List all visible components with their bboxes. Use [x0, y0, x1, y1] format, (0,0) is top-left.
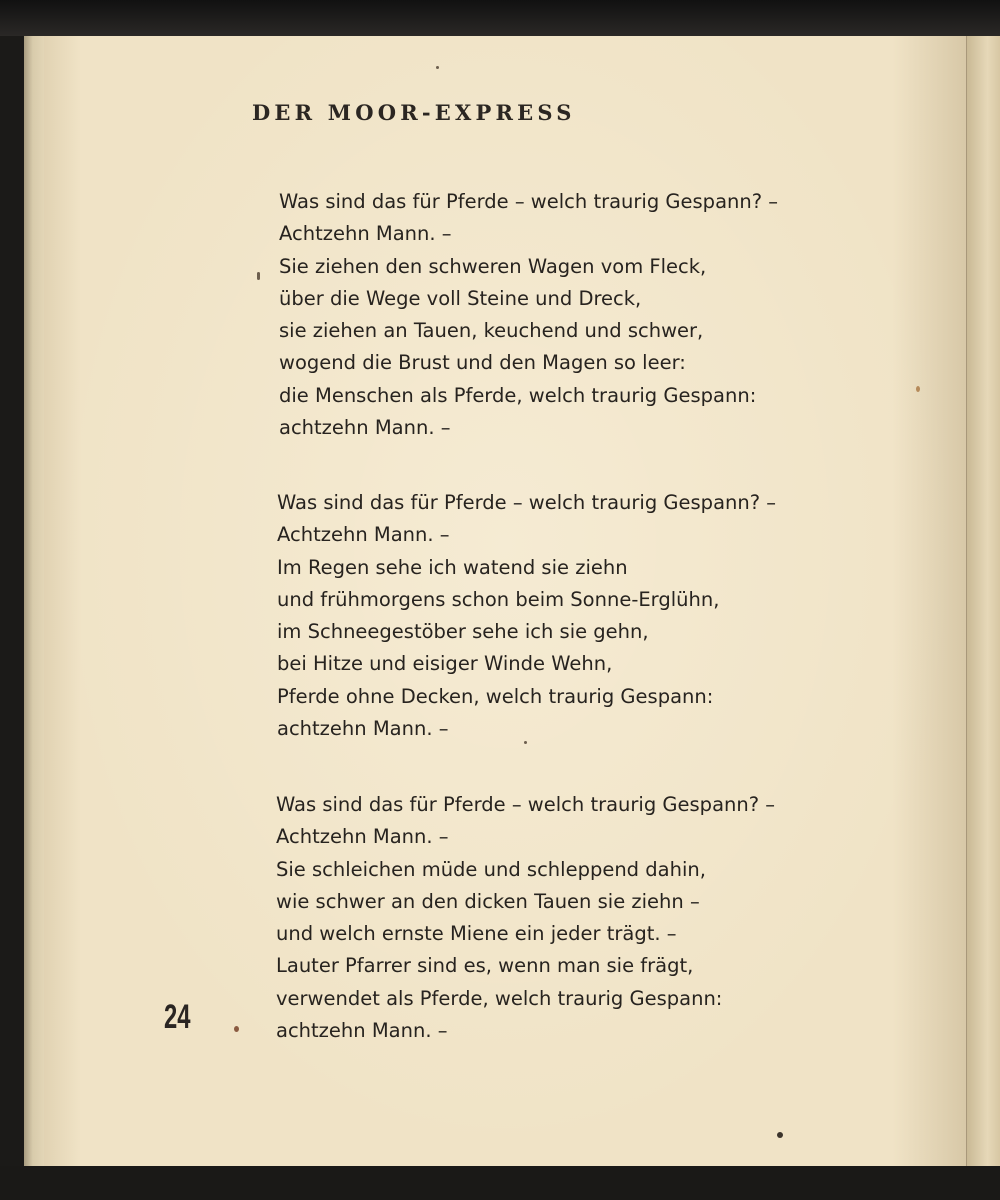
running-header: DER MOOR-EXPRESS — [252, 100, 576, 125]
next-page-edge — [966, 36, 1000, 1166]
verse-line: Was sind das für Pferde – welch traurig Gespann? – — [279, 190, 779, 213]
verse-line: Was sind das für Pferde – welch traurig Gespann? – — [277, 491, 777, 514]
verse-line: Achtzehn Mann. – — [276, 825, 449, 849]
verse-line: wogend die Brust und den Magen so leer: — [279, 351, 686, 375]
paper-speck — [777, 1132, 783, 1138]
verse-line: Achtzehn Mann. – — [279, 222, 452, 246]
paper-speck — [916, 386, 920, 392]
verse-line: die Menschen als Pferde, welch traurig Gespann: — [279, 383, 757, 407]
verse-line: über die Wege voll Steine und Dreck, — [279, 286, 642, 310]
stanza-2 — [277, 487, 776, 745]
paper-speck — [257, 272, 260, 280]
verse-line: Im Regen sehe ich watend sie ziehn — [277, 555, 628, 579]
paper-speck — [436, 66, 439, 69]
verse-line: im Schneegestöber sehe ich sie gehn, — [277, 620, 649, 644]
verse-line: Lauter Pfarrer sind es, wenn man sie frägt, — [276, 954, 694, 978]
verse-line: achtzehn Mann. – — [276, 1019, 448, 1043]
stanza-3 — [276, 789, 775, 1047]
scan-top-edge — [0, 0, 1000, 36]
stanza-1 — [279, 186, 778, 444]
verse-line: wie schwer an den dicken Tauen sie ziehn – — [276, 889, 700, 913]
verse-line: verwendet als Pferde, welch traurig Gespann: — [276, 986, 723, 1010]
verse-line: Sie schleichen müde und schleppend dahin, — [276, 857, 706, 881]
verse-line: bei Hitze und eisiger Winde Wehn, — [277, 652, 613, 676]
verse-line: achtzehn Mann. – — [277, 717, 449, 741]
page-number: 24 — [164, 998, 191, 1036]
paper-speck — [234, 1026, 239, 1032]
verse-line: Pferde ohne Decken, welch traurig Gespann: — [277, 684, 714, 708]
verse-line: und welch ernste Miene ein jeder trägt. – — [276, 922, 677, 946]
verse-line: achtzehn Mann. – — [279, 416, 451, 440]
verse-line: Sie ziehen den schweren Wagen vom Fleck, — [279, 254, 707, 278]
verse-line: Was sind das für Pferde – welch traurig Gespann? – — [276, 793, 776, 816]
scan-bottom-edge — [0, 1166, 1000, 1200]
verse-line: Achtzehn Mann. – — [277, 523, 450, 547]
verse-line: sie ziehen an Tauen, keuchend und schwer, — [279, 319, 704, 343]
verse-line: und frühmorgens schon beim Sonne-Erglühn, — [277, 587, 720, 611]
